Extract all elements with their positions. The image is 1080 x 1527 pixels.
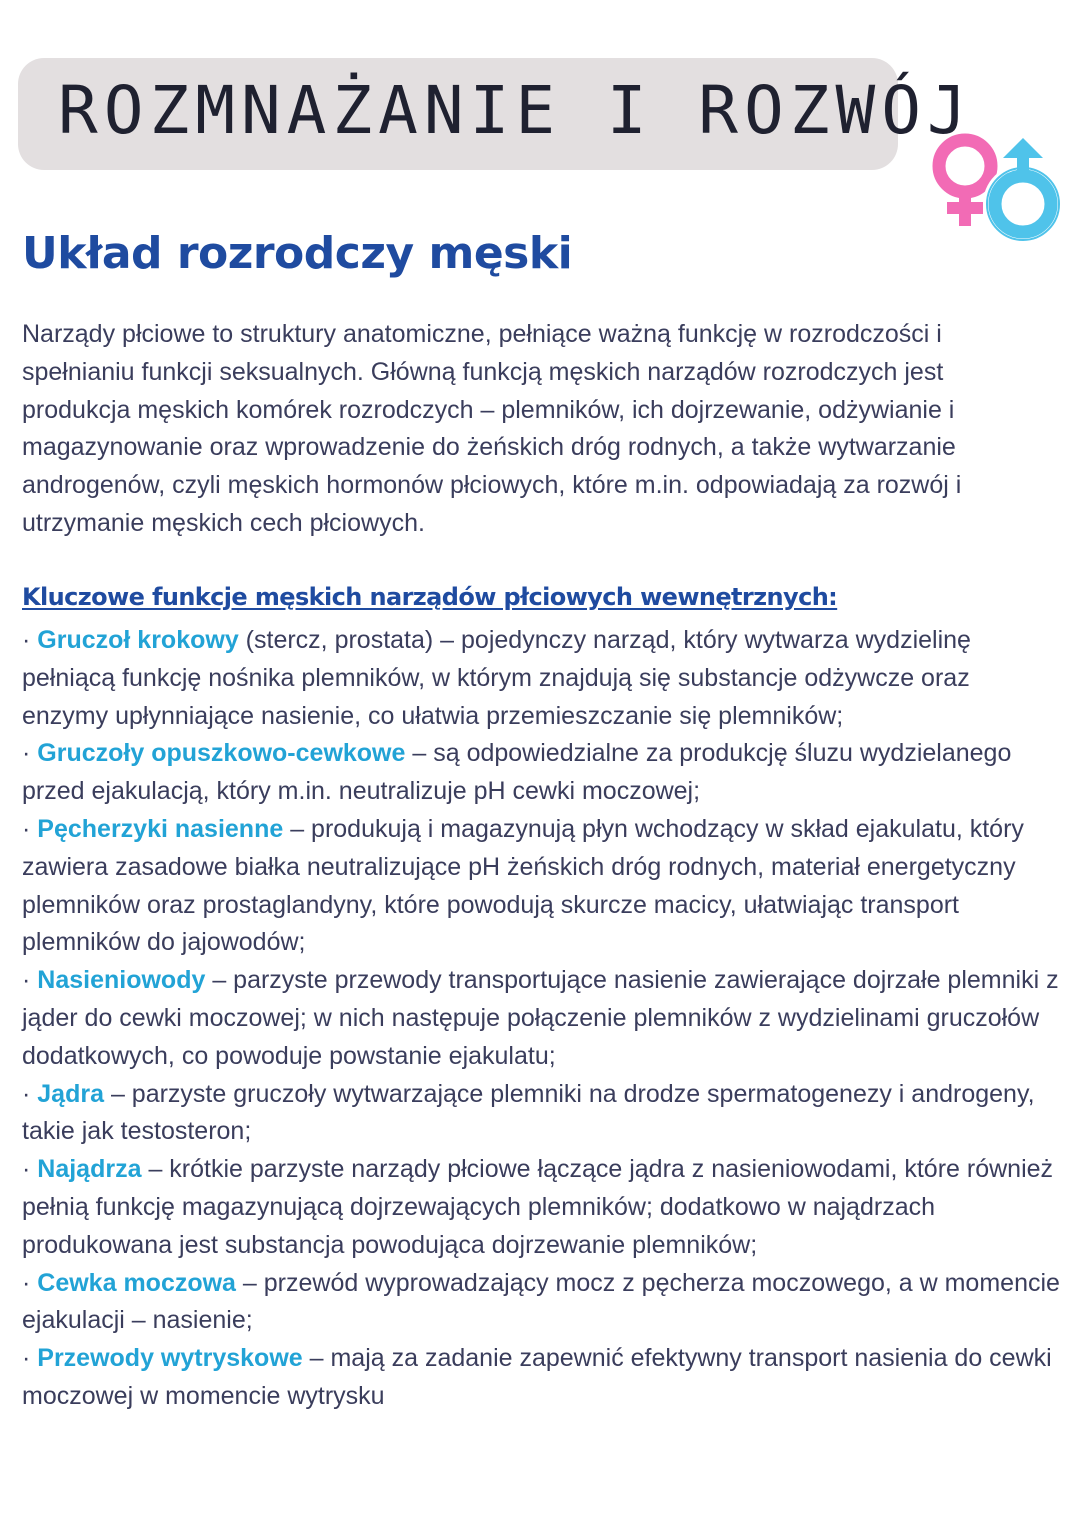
list-item: · Gruczoł krokowy (stercz, prostata) – pojedynczy narząd, który wytwarza wydzielinę pełniącą funkcję nośnika plemników, w którym znajdują się substancje odżywcze oraz enzymy upłynniające nasienie, co ułatwia przemieszczanie się plemników; [22, 626, 971, 730]
list-item: · Gruczoły opuszkowo-cewkowe – są odpowiedzialne za produkcję śluzu wydzielanego przed ejakulacją, który m.in. neutralizuje pH cewki moczowej; [22, 739, 1012, 806]
organ-description: – parzyste gruczoły wytwarzające plemniki na drodze spermatogenezy i androgeny, takie jak testosteron; [22, 1079, 1035, 1146]
organ-term: Jądra [37, 1079, 104, 1108]
organ-term: Nasieniowody [37, 966, 206, 995]
functions-subheading: Kluczowe funkcje męskich narządów płciowych wewnętrznych: [22, 583, 838, 611]
organ-term: Najądrza [37, 1155, 142, 1184]
organ-description: – mają za zadanie zapewnić efektywny transport nasienia do cewki moczowej w momencie wytrysku [22, 1344, 1052, 1410]
section-heading: Układ rozrodczy męski [22, 228, 573, 279]
female-symbol-icon [939, 140, 991, 226]
page-title: ROZMNAŻANIE I ROZWÓJ [58, 72, 973, 149]
organ-term: Gruczoł krokowy [37, 626, 239, 654]
list-item: · Cewka moczowa – przewód wyprowadzający mocz z pęcherza moczowego, a w momencie ejakulacji – nasienie; [22, 1268, 1060, 1335]
organ-term: Pęcherzyki nasienne [37, 814, 284, 843]
gender-symbols-icon [925, 128, 1065, 248]
list-item: · Przewody wytryskowe – mają za zadanie zapewnić efektywny transport nasienia do cewki moczowej w momencie wytrysku [22, 1344, 1052, 1410]
title-banner [18, 58, 973, 170]
organ-description: – są odpowiedzialne za produkcję śluzu wydzielanego przed ejakulacją, który m.in. neutralizuje pH cewki moczowej; [22, 739, 1012, 806]
organ-description: – przewód wyprowadzający mocz z pęcherza moczowego, a w momencie ejakulacji – nasienie; [22, 1268, 1060, 1335]
list-item: · Jądra – parzyste gruczoły wytwarzające plemniki na drodze spermatogenezy i androgeny, takie jak testosteron; [22, 1079, 1035, 1146]
list-item: · Najądrza – krótkie parzyste narządy płciowe łączące jądra z nasieniowodami, które również pełnią funkcję magazynującą dojrzewających plemników; dodatkowo w najądrzach produkowana jest substancja powodująca dojrzewanie plemników; [22, 1155, 1054, 1259]
organ-description: (stercz, prostata) – pojedynczy narząd, który wytwarza wydzielinę pełniącą funkcję nośnika plemników, w którym znajdują się substancje odżywcze oraz enzymy upłynniające nasienie, co ułatwia przemieszczanie się plemników; [22, 626, 971, 730]
intro-paragraph: Narządy płciowe to struktury anatomiczne, pełniące ważną funkcję w rozrodczości i spełnianiu funkcji seksualnych. Główną funkcją męskich narządów rozrodczych jest produkcja męskich komórek rozrodczych – plemników, ich dojrzewanie, odżywianie i magazynowanie oraz wprowadzenie do żeńskich dróg rodnych, a także wytwarzanie androgenów, czyli męskich hormonów płciowych, które m.in. odpowiadają za rozwój i utrzymanie męskich cech płciowych. [22, 320, 962, 537]
organ-description: – parzyste przewody transportujące nasienie zawierające dojrzałe plemniki z jąder do cewki moczowej; w nich następuje połączenie plemników z wydzielinami gruczołów dodatkowych, co powoduje powstanie ejakulatu; [22, 966, 1059, 1070]
organ-function-list [22, 622, 1062, 1416]
male-symbol-icon [987, 138, 1059, 240]
list-item: · Pęcherzyki nasienne – produkują i magazynują płyn wchodzący w skład ejakulatu, który zawiera zasadowe białka neutralizujące pH żeńskich dróg rodnych, materiał energetyczny plemników oraz prostaglandyny, które powodują skurcze macicy, ułatwiając transport plemników do jajowodów; [22, 814, 1024, 957]
organ-description: – krótkie parzyste narządy płciowe łączące jądra z nasieniowodami, które również pełnią funkcję magazynującą dojrzewających plemników; dodatkowo w najądrzach produkowana jest substancja powodująca dojrzewanie plemników; [22, 1155, 1054, 1259]
organ-description: – produkują i magazynują płyn wchodzący w skład ejakulatu, który zawiera zasadowe białka neutralizujące pH żeńskich dróg rodnych, materiał energetyczny plemników oraz prostaglandyny, które powodują skurcze macicy, ułatwiając transport plemników do jajowodów; [22, 814, 1024, 957]
organ-term: Gruczoły opuszkowo-cewkowe [37, 739, 406, 768]
list-item: · Nasieniowody – parzyste przewody transportujące nasienie zawierające dojrzałe plemniki z jąder do cewki moczowej; w nich następuje połączenie plemników z wydzielinami gruczołów dodatkowych, co powoduje powstanie ejakulatu; [22, 966, 1059, 1070]
organ-term: Cewka moczowa [37, 1268, 236, 1297]
organ-term: Przewody wytryskowe [37, 1344, 303, 1373]
